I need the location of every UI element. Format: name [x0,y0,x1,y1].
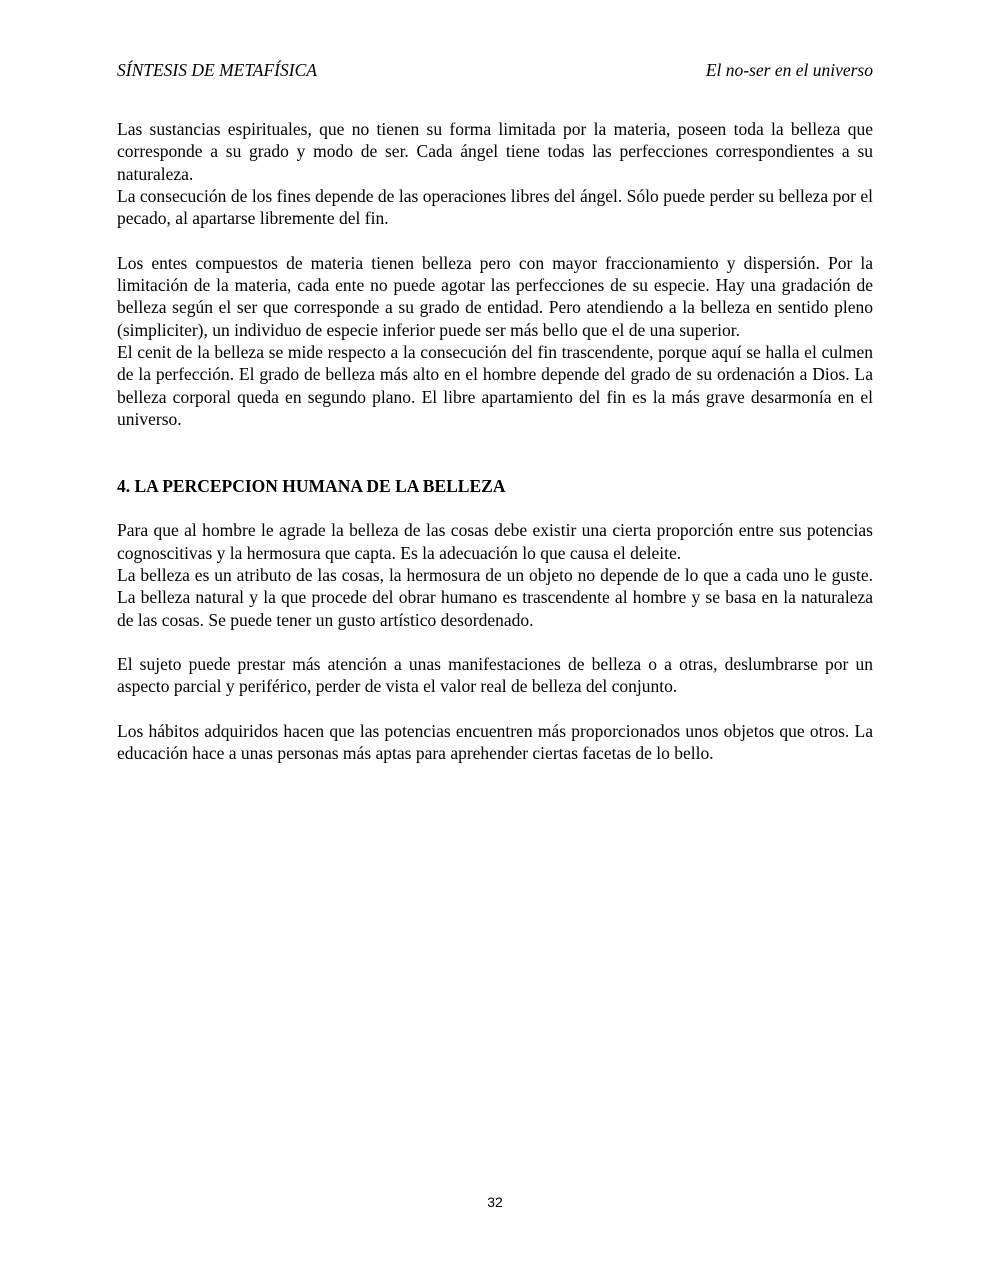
page-number: 32 [487,1194,503,1210]
header-chapter-title: El no-ser en el universo [705,60,873,80]
page-body [117,118,873,765]
paragraph-spacer [117,229,873,251]
paragraph-spiritual-substances: Las sustancias espirituales, que no tienen su forma limitada por la materia, poseen toda la belleza que corresponde a su grado y modo de ser. Cada ángel tiene todas las perfecciones correspondientes a su naturaleza. [117,119,873,184]
paragraph-attribute-of-things: La belleza es un atributo de las cosas, la hermosura de un objeto no depende de lo que a cada uno le guste. La belleza natural y la que procede del obrar humano es trascendente al hombre y se basa en la naturaleza de las cosas. Se puede tener un gusto artístico desordenado. [117,564,873,630]
paragraph-angel-ends: La consecución de los fines depende de las operaciones libres del ángel. Sólo puede perder su belleza por el pecado, al apartarse libremente del fin. [117,185,873,229]
paragraph-spacer [117,698,873,720]
paragraph-acquired-habits: Los hábitos adquiridos hacen que las potencias encuentren más proporcionados unos objetos que otros. La educación hace a unas personas más aptas para aprehender ciertas facetas de lo bello. [117,721,873,764]
header-book-title: SÍNTESIS DE METAFÍSICA [117,60,317,80]
running-header [117,58,873,82]
paragraph-material-beings: Los entes compuestos de materia tienen belleza pero con mayor fraccionamiento y dispersión. Por la limitación de la materia, cada ente no puede agotar las perfecciones de su especie. Hay una gradación de belleza según el ser que corresponde a su grado de entidad. Pero atendiendo a la belleza en sentido pleno (simpliciter), un individuo de especie inferior puede ser más bello que el de una superior. [117,252,873,340]
section-spacer [117,430,873,475]
paragraph-spacer [117,497,873,519]
paragraph-spacer [117,631,873,653]
paragraph-zenith-of-beauty: El cenit de la belleza se mide respecto a la consecución del fin trascendente, porque aquí se halla el culmen de la perfección. El grado de belleza más alto en el hombre depende del grado de su ordenación a Dios. La belleza corporal queda en segundo plano. El libre apartamiento del fin es la más grave desarmonía en el universo. [117,341,873,429]
paragraph-proportion: Para que al hombre le agrade la belleza de las cosas debe existir una cierta proporción entre sus potencias cognoscitivas y la hermosura que capta. Es la adecuación lo que causa el deleite. [117,520,873,563]
paragraph-subject-attention: El sujeto puede prestar más atención a unas manifestaciones de belleza o a otras, deslumbrarse por un aspecto parcial y periférico, perder de vista el valor real de belleza del conjunto. [117,654,873,697]
section-heading: 4. LA PERCEPCION HUMANA DE LA BELLEZA [117,475,506,496]
